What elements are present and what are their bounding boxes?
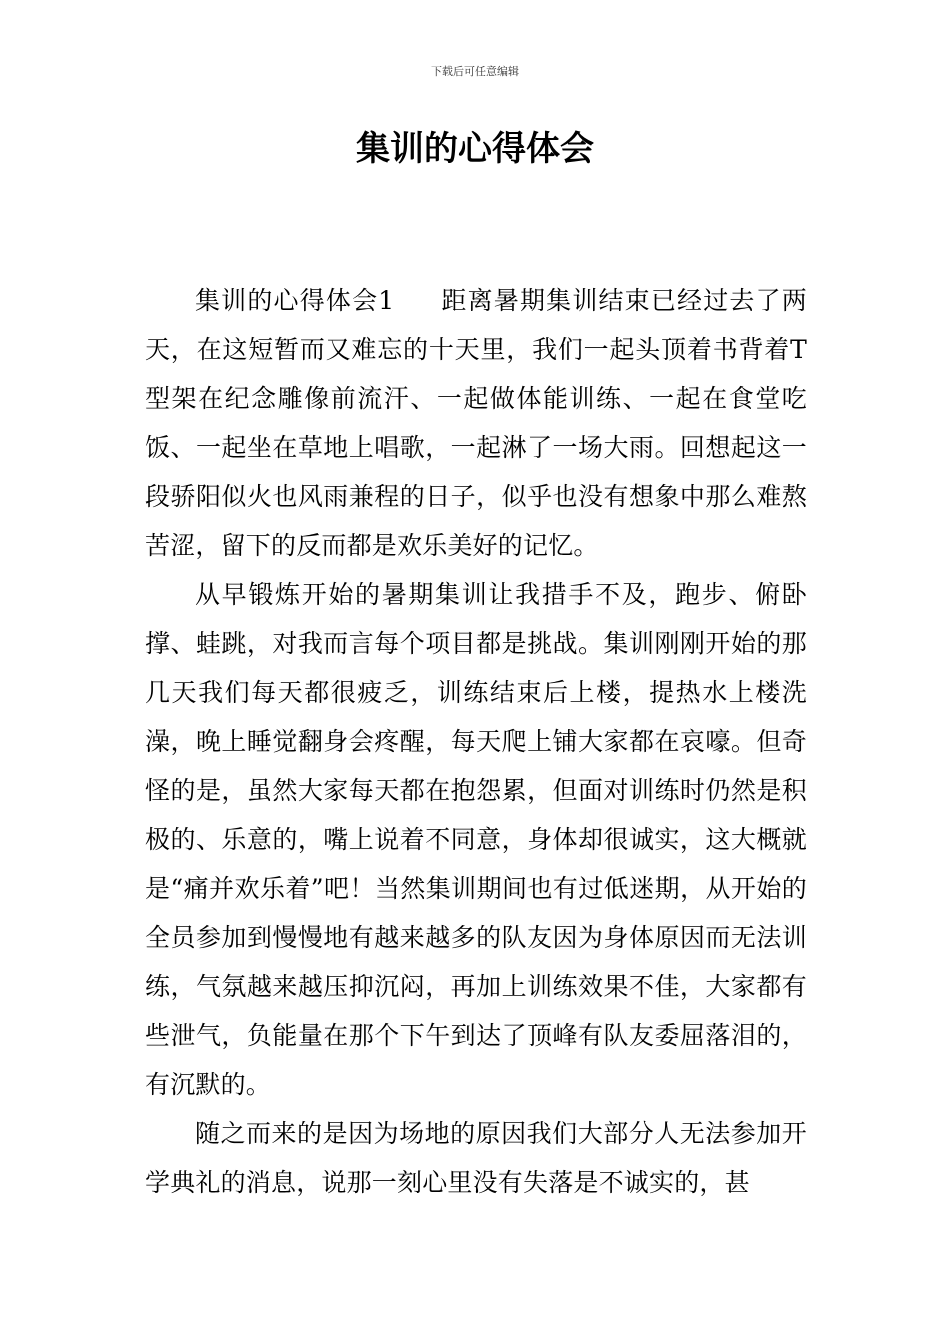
paragraph-3: 随之而来的是因为场地的原因我们大部分人无法参加开学典礼的消息，说那一刻心里没有失落是不诚实的，甚 — [145, 1119, 807, 1197]
document-title: 集训的心得体会 — [356, 129, 594, 169]
document-body — [145, 276, 807, 1207]
paragraph-2: 从早锻炼开始的暑期集训让我措手不及，跑步、俯卧撑、蛙跳，对我而言每个项目都是挑战。集训刚刚开始的那几天我们每天都很疲乏，训练结束后上楼，提热水上楼洗澡，晚上睡觉翻身会疼醒，每天爬上铺大家都在哀嚎。但奇怪的是，虽然大家每天都在抱怨累，但面对训练时仍然是积极的、乐意的，嘴上说着不同意，身体却很诚实，这大概就是“痛并欢乐着”吧！当然集训期间也有过低迷期，从开始的全员参加到慢慢地有越来越多的队友因为身体原因而无法训练，气氛越来越压抑沉闷，再加上训练效果不佳，大家都有些泄气，负能量在那个下午到达了顶峰有队友委屈落泪的，有沉默的。 — [145, 580, 807, 1099]
paragraph-1-text: 距离暑期集训结束已经过去了两天，在这短暂而又难忘的十天里，我们一起头顶着书背着T型架在纪念雕像前流汗、一起做体能训练、一起在食堂吃饭、一起坐在草地上唱歌，一起淋了一场大雨。回想起这一段骄阳似火也风雨兼程的日子，似乎也没有想象中那么难熬苦涩，留下的反而都是欢乐美好的记忆。 — [145, 286, 807, 560]
header-note: 下载后可任意编辑 — [431, 65, 519, 78]
paragraph-1 — [145, 276, 807, 570]
paragraph-1-lead: 集训的心得体会1 — [195, 286, 395, 315]
